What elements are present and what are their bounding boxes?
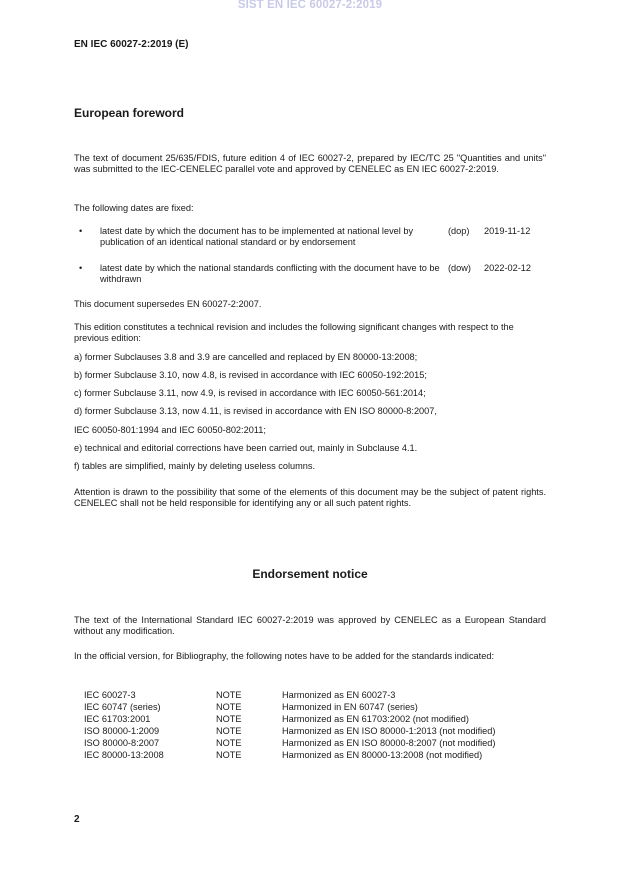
date-value: 2019-11-12 — [484, 226, 531, 236]
table-row — [84, 701, 495, 713]
change-item-d: d) former Subclause 3.13, now 4.11, is revised in accordance with EN ISO 80000-8:2007, — [74, 406, 437, 416]
page-number: 2 — [74, 814, 80, 825]
table-row — [84, 749, 495, 761]
note-label-cell: NOTE — [216, 702, 242, 713]
standard-cell: IEC 60747 (series) — [84, 702, 161, 713]
note-label-cell: NOTE — [216, 690, 242, 700]
standard-cell: IEC 60027-3 — [84, 690, 136, 700]
standard-cell: IEC 80000-13:2008 — [84, 750, 164, 761]
change-item-c: c) former Subclause 3.11, now 4.9, is revised in accordance with IEC 60050-561:2014; — [74, 388, 426, 398]
table-row — [84, 713, 495, 725]
watermark: SIST EN IEC 60027-2:2019 — [237, 0, 383, 11]
bullet-icon: • — [79, 226, 83, 236]
table-row — [84, 725, 495, 737]
endorsement-title: Endorsement notice — [252, 567, 368, 581]
standard-cell: ISO 80000-1:2009 — [84, 726, 160, 737]
document-identifier: EN IEC 60027-2:2019 (E) — [74, 39, 189, 50]
date-description: latest date by which the national standards conflicting with the document have to be withdrawn — [100, 263, 440, 284]
dates-intro: The following dates are fixed: — [74, 203, 194, 213]
change-item-f: f) tables are simplified, mainly by deleting useless columns. — [74, 461, 316, 471]
note-text-cell: Harmonized as EN 61703:2002 (not modified) — [282, 714, 469, 725]
endorsement-text: The text of the International Standard IEC 60027-2:2019 was approved by CENELEC as a European Standard without any modification. — [74, 615, 546, 636]
bibliography-notes-table — [84, 689, 495, 762]
bullet-icon: • — [79, 263, 83, 273]
note-label-cell: NOTE — [216, 750, 242, 761]
note-text-cell: Harmonized as EN ISO 80000-8:2007 (not modified) — [282, 738, 496, 749]
note-label-cell: NOTE — [216, 738, 242, 749]
change-item-a: a) former Subclauses 3.8 and 3.9 are cancelled and replaced by EN 80000-13:2008; — [74, 352, 418, 362]
standard-cell: IEC 61703:2001 — [84, 714, 151, 725]
supersedes-statement: This document supersedes EN 60027-2:2007. — [74, 299, 262, 309]
date-abbreviation: (dow) — [448, 263, 471, 273]
foreword-title: European foreword — [74, 106, 185, 120]
note-text-cell: Harmonized as EN ISO 80000-1:2013 (not modified) — [282, 726, 496, 737]
date-item-dop — [74, 226, 546, 250]
note-text-cell: Harmonized as EN 60027-3 — [282, 690, 396, 700]
table-row — [84, 737, 495, 749]
foreword-intro: The text of document 25/635/FDIS, future edition 4 of IEC 60027-2, prepared by IEC/TC 25 "Quantities and units" was submitted to the IEC-CENELEC parallel vote and approved by CENELEC as EN IEC 60027-2:2019. — [74, 153, 546, 174]
change-item-d-continued: IEC 60050-801:1994 and IEC 60050-802:2011; — [74, 425, 266, 435]
patent-notice: Attention is drawn to the possibility that some of the elements of this document may be the subject of patent rights. CENELEC shall not be held responsible for identifying any or all such patent rights. — [74, 487, 546, 508]
change-item-e: e) technical and editorial corrections have been carried out, mainly in Subclause 4.1. — [74, 443, 418, 453]
revision-intro: This edition constitutes a technical revision and includes the following significant changes with respect to the previous edition: — [74, 322, 514, 343]
change-item-b: b) former Subclause 3.10, now 4.8, is revised in accordance with IEC 60050-192:2015; — [74, 370, 427, 380]
date-item-dow — [74, 263, 546, 287]
date-description: latest date by which the document has to be implemented at national level by publication of an identical national standard or by endorsement — [100, 226, 414, 247]
note-text-cell: Harmonized in EN 60747 (series) — [282, 702, 418, 713]
bibliography-intro: In the official version, for Bibliography, the following notes have to be added for the standards indicated: — [74, 651, 494, 661]
date-value: 2022-02-12 — [484, 263, 531, 273]
note-text-cell: Harmonized as EN 80000-13:2008 (not modified) — [282, 750, 483, 761]
standard-cell: ISO 80000-8:2007 — [84, 738, 160, 749]
date-abbreviation: (dop) — [448, 226, 470, 236]
table-row — [84, 689, 495, 701]
note-label-cell: NOTE — [216, 714, 242, 725]
note-label-cell: NOTE — [216, 726, 242, 737]
